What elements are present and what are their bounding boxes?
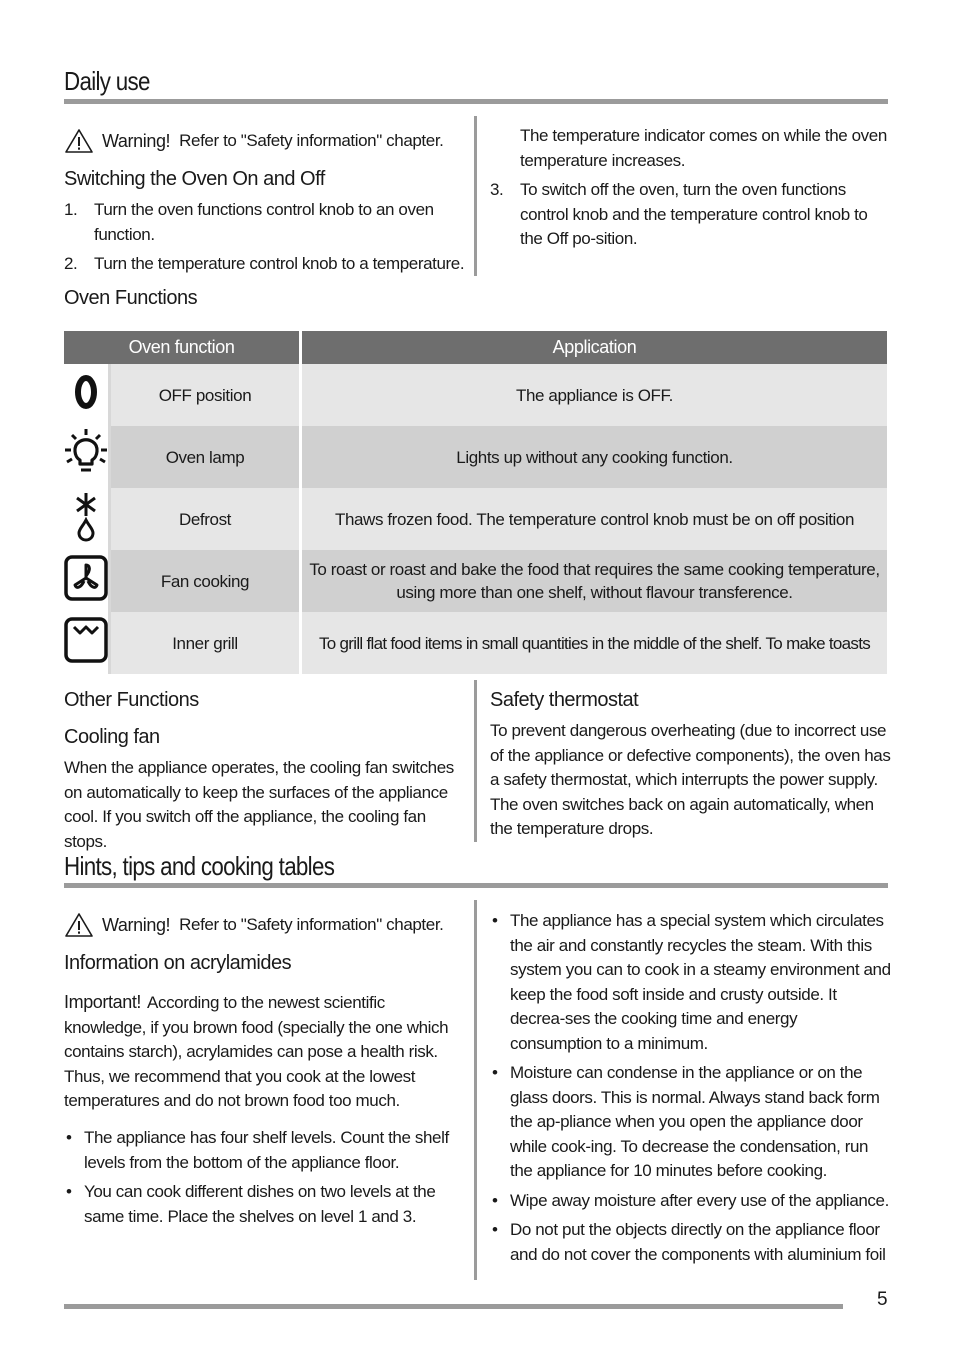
column-header-application: Application <box>301 331 888 364</box>
column-divider <box>474 116 477 276</box>
lamp-icon <box>64 426 108 482</box>
step-continuation: The temperature indicator comes on while the oven temperature increases. <box>520 126 887 170</box>
column-divider <box>474 680 477 842</box>
section-title-daily-use: Daily use <box>64 66 150 96</box>
step-text: Turn the oven functions control knob to an oven function. <box>94 200 434 244</box>
function-name: Defrost <box>110 488 301 550</box>
oven-functions-table <box>64 331 887 674</box>
warning-label: Warning! <box>102 130 171 151</box>
step-text: To switch off the oven, turn the oven functions control knob and the temperature control knob to the Off po-sition. <box>520 180 868 248</box>
list-item: • You can cook different dishes on two levels at the same time. Place the shelves on level 1 and 3. <box>64 1180 466 1229</box>
function-application: To roast or roast and bake the food that requires the same cooking temperature, using more than one shelf, without flavour transference. <box>301 550 888 612</box>
step-item <box>490 178 890 252</box>
row-icon-cell <box>64 488 110 550</box>
row-icon-cell <box>64 426 110 488</box>
row-icon-cell <box>64 364 110 426</box>
important-label: Important! <box>64 992 142 1012</box>
step-number: 3. <box>490 180 504 199</box>
footer-rule <box>64 1304 843 1309</box>
row-icon-cell <box>64 550 110 612</box>
right-bullet-list <box>490 909 892 1272</box>
cooling-fan-heading: Cooling fan <box>64 726 160 748</box>
defrost-icon <box>64 488 108 544</box>
other-functions-heading: Other Functions <box>64 689 199 711</box>
function-application: To grill flat food items in small quantities in the middle of the shelf. To make toasts <box>301 612 888 674</box>
table-row <box>64 550 887 612</box>
fan-icon <box>64 550 108 606</box>
safety-thermostat-heading: Safety thermostat <box>490 689 639 711</box>
section-rule <box>64 99 888 104</box>
section-title-hints: Hints, tips and cooking tables <box>64 851 335 881</box>
table-row <box>64 612 887 674</box>
step-item <box>64 252 466 277</box>
list-item: • The appliance has a special system which circulates the air and constantly recycles the steam. With this system you can to cook in a steamy environment and keep the food soft inside and crusty outside. It decrea-ses the cooking time and energy consumption to a minimum. <box>490 909 892 1056</box>
acrylamides-heading: Information on acrylamides <box>64 952 292 974</box>
list-item: • The appliance has four shelf levels. Count the shelf levels from the bottom of the appliance floor. <box>64 1126 466 1175</box>
function-name: Oven lamp <box>110 426 301 488</box>
left-bullet-list <box>64 1126 466 1234</box>
list-item: • Do not put the objects directly on the appliance floor and do not cover the components with aluminium foil <box>490 1218 892 1267</box>
warning-text: Refer to "Safety information" chapter. <box>179 130 444 150</box>
safety-thermostat-text: To prevent dangerous overheating (due to incorrect use of the appliance or defective components), the oven has a safety thermostat, which interrupts the power supply. The oven switches back on again automatically, when the temperature drops. <box>490 721 891 838</box>
switching-heading: Switching the Oven On and Off <box>64 168 325 190</box>
grill-icon <box>64 612 108 668</box>
function-name: Inner grill <box>110 612 301 674</box>
important-text: According to the newest scientific knowledge, if you brown food (specially the one which contains starch), acrylamides can pose a health risk. Thus, we recommend that you cook at the lowest temperatures and do not brown food too much. <box>64 993 449 1110</box>
warning-label: Warning! <box>102 914 171 935</box>
warning-notice <box>64 912 443 938</box>
warning-notice <box>64 128 443 154</box>
step-number: 2. <box>64 254 78 273</box>
switching-steps-continued <box>490 124 890 257</box>
list-item: • Wipe away moisture after every use of the appliance. <box>490 1189 892 1214</box>
zero-icon <box>64 364 108 420</box>
row-icon-cell <box>64 612 110 674</box>
step-number: 1. <box>64 200 78 219</box>
section-rule <box>64 883 888 888</box>
acrylamides-text <box>64 990 466 1114</box>
function-application: Lights up without any cooking function. <box>301 426 888 488</box>
function-application: Thaws frozen food. The temperature control knob must be on off position <box>301 488 888 550</box>
table-row <box>64 426 887 488</box>
function-name: OFF position <box>110 364 301 426</box>
warning-text: Refer to "Safety information" chapter. <box>179 914 444 934</box>
list-item: • Moisture can condense in the appliance or on the glass doors. This is normal. Always stand back form the ap-pliance when you open the appliance door while cook-ing. To decrease the condensation, run the appliance for 10 minutes before cooking. <box>490 1061 892 1184</box>
column-header-function: Oven function <box>64 331 301 364</box>
table-header-row <box>64 331 887 364</box>
table-row <box>64 364 887 426</box>
warning-icon <box>64 128 94 154</box>
cooling-fan-text: When the appliance operates, the cooling fan switches on automatically to keep the surfaces of the appliance cool. If you switch off the appliance, the cooling fan stops. <box>64 758 454 851</box>
switching-steps <box>64 198 466 282</box>
step-text: Turn the temperature control knob to a temperature. <box>94 254 465 273</box>
warning-icon <box>64 912 94 938</box>
page-number: 5 <box>877 1289 888 1310</box>
table-row <box>64 488 887 550</box>
function-application: The appliance is OFF. <box>301 364 888 426</box>
oven-functions-heading: Oven Functions <box>64 287 198 309</box>
column-divider <box>474 900 477 1280</box>
step-item <box>64 198 466 247</box>
function-name: Fan cooking <box>110 550 301 612</box>
